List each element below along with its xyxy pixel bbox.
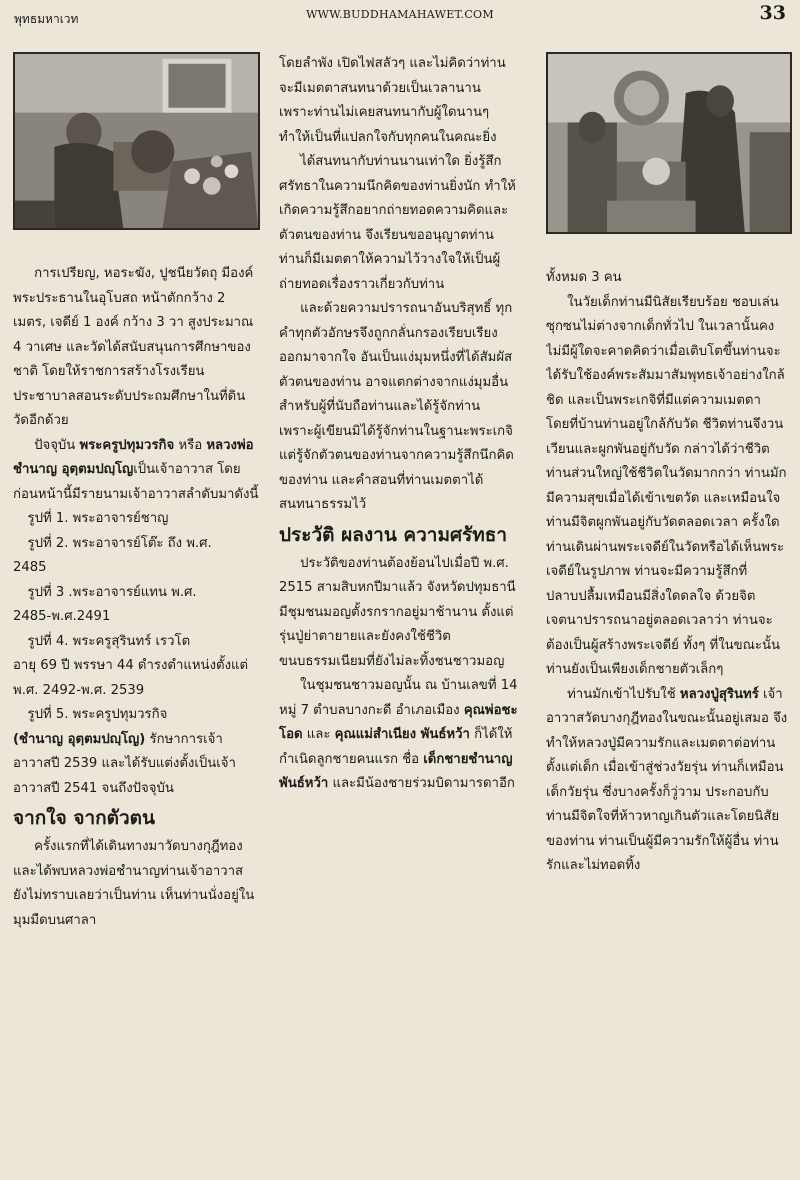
abbot-list-item: รูปที่ 3 .พระอาจารย์แทน พ.ศ. xyxy=(27,584,197,600)
text-span: และมีน้องชายร่วมบิดามารดาอีก xyxy=(328,776,515,791)
text-span: เป็นเจ้าอาวาส โดยก่อนหน้านี้มีรายนามเจ้าอาวาสลำดับมาดังนี้ xyxy=(13,462,259,502)
paragraph: ทั้งหมด 3 คน xyxy=(546,270,622,285)
section-heading: จากใจ จากตัวตน xyxy=(13,807,155,829)
bold-name: หลวงพ่อชำนาญ อุตฺตมปญฺโญ xyxy=(13,437,254,477)
abbot-list-item: รูปที่ 5. พระครูปทุมวรกิจ xyxy=(27,707,168,722)
list-continuation xyxy=(13,728,260,802)
section-title: พุทธมหาเวท xyxy=(14,12,79,26)
text-span: รักษาการเจ้าอาวาสปี 2539 และได้รับแต่งตั้งเป็นเจ้าอาวาสปี 2541 จนถึงปัจจุบัน xyxy=(13,731,236,796)
section-heading: ประวัติ ผลงาน ความศรัทธา xyxy=(279,523,508,546)
bold-name: หลวงปู่สุรินทร์ xyxy=(679,686,759,702)
column-middle xyxy=(279,52,519,1177)
text-span: และ xyxy=(302,727,335,742)
paragraph: โดยลำพัง เปิดไฟสลัวๆ และไม่คิดว่าท่านจะมีเมตตาสนทนาด้วยเป็นเวลานาน เพราะท่านไม่เคยสนทนากับผู้ใดนานๆ ทำให้เป็นที่แปลกใจกับทุกคนในคณะยิ่ง xyxy=(279,56,506,145)
list-continuation: อายุ 69 ปี พรรษา 44 ดำรงตำแหน่งตั้งแต่ พ.ศ. 2492-พ.ศ. 2539 xyxy=(13,658,249,698)
bold-name: (ชำนาญ อุตฺตมปญฺโญ) xyxy=(13,731,146,747)
abbot-list-item: รูปที่ 2. พระอาจารย์โต๊ะ ถึง พ.ศ. xyxy=(27,535,212,551)
abbot-list-item: รูปที่ 4. พระครูสุรินทร์ เรวโต xyxy=(27,633,191,649)
bold-name: คุณแม่สำเนียง พันธ์หว้า xyxy=(334,727,470,742)
text-span: ในชุมชนชาวมอญนั้น ณ บ้านเลขที่ 14 หมู่ 7 ตำบลบางกะดี อำเภอเมือง xyxy=(279,678,518,718)
text-span: ก็ได้ให้กำเนิดลูกชายคนแรก ชื่อ xyxy=(279,727,513,767)
paragraph xyxy=(546,683,792,879)
abbot-list-item: รูปที่ 1. พระอาจารย์ชาญ xyxy=(27,511,169,526)
page-number: 33 xyxy=(759,2,786,24)
paragraph: ในวัยเด็กท่านมีนิสัยเรียบร้อย ชอบเล่นซุกซนไม่ต่างจากเด็กทั่วไป ในเวลานั้นคงไม่มีผู้ใดจะคาดคิดว่าเมื่อเติบโตขึ้นท่านจะได้รับใช้องค์พระสัมมาสัมพุทธเจ้าอย่างใกล้ชิด และเป็นพระเกจิที่มีแต่ความเมตตา โดยที่บ้านท่านอยู่ใกล้กับวัด ชีวิตท่านจึงวนเวียนและผูกพันอยู่กับวัด กล่าวได้ว่าชีวิตท่านส่วนใหญ่ใช้ชีวิตในวัดมากกว่า ท่านมักมีความสุขเมื่อได้เข้าเขตวัด และเหมือนใจท่านมีจิตผูกพันอยู่กับวัดตลอดเวลา ครั้งใดท่านเดินผ่านพระเจดีย์ในวัดหรือได้เห็นพระเจดีย์ในรูปภาพ ท่านจะมีความรู้สึกที่ปลาบปลื้มเหมือนมีสิ่งใดดลใจ ด้วยจิตเจตนาปรารถนาอยู่ตลอดเวลาว่า ท่านจะต้องเป็นผู้สร้างพระเจดีย์ ทั้งๆ ที่ในขณะนั้นท่านยังเป็นเพียงเด็กชายตัวเล็กๆ xyxy=(546,294,787,677)
bold-name: คุณพ่อชะโอด xyxy=(279,702,518,742)
monk-offering-image-icon xyxy=(15,54,258,228)
paragraph: ประวัติของท่านต้องย้อนไปเมื่อปี พ.ศ. 2515 สามสิบหกปีมาแล้ว จังหวัดปทุมธานีมีชุมชนมอญตั้งรกรากอยู่มาช้านาน ตั้งแต่รุ่นปู่ย่าตายายและยังคงใช้ชีวิตขนบธรรมเนียมที่ยังไม่ละทิ้งชนชาวมอญ xyxy=(279,555,516,669)
bold-name: เด็กชายชำนาญ พันธ์หว้า xyxy=(279,751,513,791)
text-span: ท่านมักเข้าไปรับใช้ xyxy=(567,686,680,702)
paragraph: การเปรียญ, หอระฆัง, ปูชนียวัตถุ มีองค์พระประธานในอุโบสถ หน้าตักกว้าง 2 เมตร, เจดีย์ 1 องค์ กว้าง 3 วา สูงประมาณ 4 วาเศษ และวัดได้สนับสนุนการศึกษาของชาติ โดยให้ราชการสร้างโรงเรียนประชาบาลสอนระดับประถมศึกษาในที่ดินวัดอีกด้วย xyxy=(13,266,254,428)
text-span: ปัจจุบัน xyxy=(34,437,80,453)
paragraph: ครั้งแรกที่ได้เดินทางมาวัดบางกุฎีทอง และได้พบหลวงพ่อชำนาญท่านเจ้าอาวาส ยังไม่ทราบเลยว่าเป็นท่าน เห็นท่านนั่งอยู่ในมุมมืดบนศาลา xyxy=(13,839,255,928)
bold-name: พระครูปทุมวรกิจ xyxy=(79,437,175,453)
column-right xyxy=(546,52,792,1177)
paragraph xyxy=(13,434,260,508)
list-continuation: 2485 xyxy=(13,560,47,575)
photo-monk-ceremony xyxy=(546,52,792,234)
list-continuation: 2485-พ.ศ.2491 xyxy=(13,609,111,624)
photo-monk-offering xyxy=(13,52,260,230)
website-url[interactable]: WWW.BUDDHAMAHAWET.COM xyxy=(306,8,494,21)
text-span: หรือ xyxy=(174,437,207,453)
column-left xyxy=(13,52,260,1177)
page-header xyxy=(0,0,800,40)
paragraph xyxy=(279,674,519,797)
monk-ceremony-image-icon xyxy=(548,54,790,232)
text-span: เจ้าอาวาสวัดบางกุฎีทองในขณะนั้นอยู่เสมอ จึงทำให้หลวงปู่มีความรักและเมตตาต่อท่านตั้งแต่เด็ก เมื่อเข้าสู่ช่วงวัยรุ่น ท่านก็เหมือนเด็กวัยรุ่น ซึ่งบางครั้งก็วู่วาม ประกอบกับท่านมีจิตใจที่ห้าวหาญเกินตัวและโดยนิสัยของท่าน ท่านเป็นผู้มีความรักให้ผู้อื่น ท่านรักและไม่ทอดทิ้ง xyxy=(546,686,788,873)
paragraph: ได้สนทนากับท่านนานเท่าใด ยิ่งรู้สึกศรัทธาในความนึกคิดของท่านยิ่งนัก ทำให้เกิดความรู้สึกอยากถ่ายทอดความคิดและตัวตนของท่าน จึงเรียนขออนุญาตท่าน ท่านก็มีเมตตาให้ความไว้วางใจให้เป็นผู้ถ่ายทอดเรื่องราวเกี่ยวกับท่าน xyxy=(279,154,516,292)
paragraph: และด้วยความปรารถนาอันบริสุทธิ์ ทุกคำทุกตัวอักษรจึงถูกกลั่นกรองเรียบเรียงออกมาจากใจ อันเป็นแง่มุมหนึ่งที่ได้สัมผัสตัวตนของท่าน อาจแตกต่างจากแง่มุมอื่นสำหรับผู้ที่นับถือท่านและได้รู้จักท่าน เพราะผู้เขียนมิได้รู้จักท่านในฐานะพระเกจิ แต่รู้จักตัวตนของท่านจากความรู้สึกนึกคิดของท่าน และคำสอนที่ท่านเมตตาได้สนทนาธรรมไว้ xyxy=(279,301,514,512)
